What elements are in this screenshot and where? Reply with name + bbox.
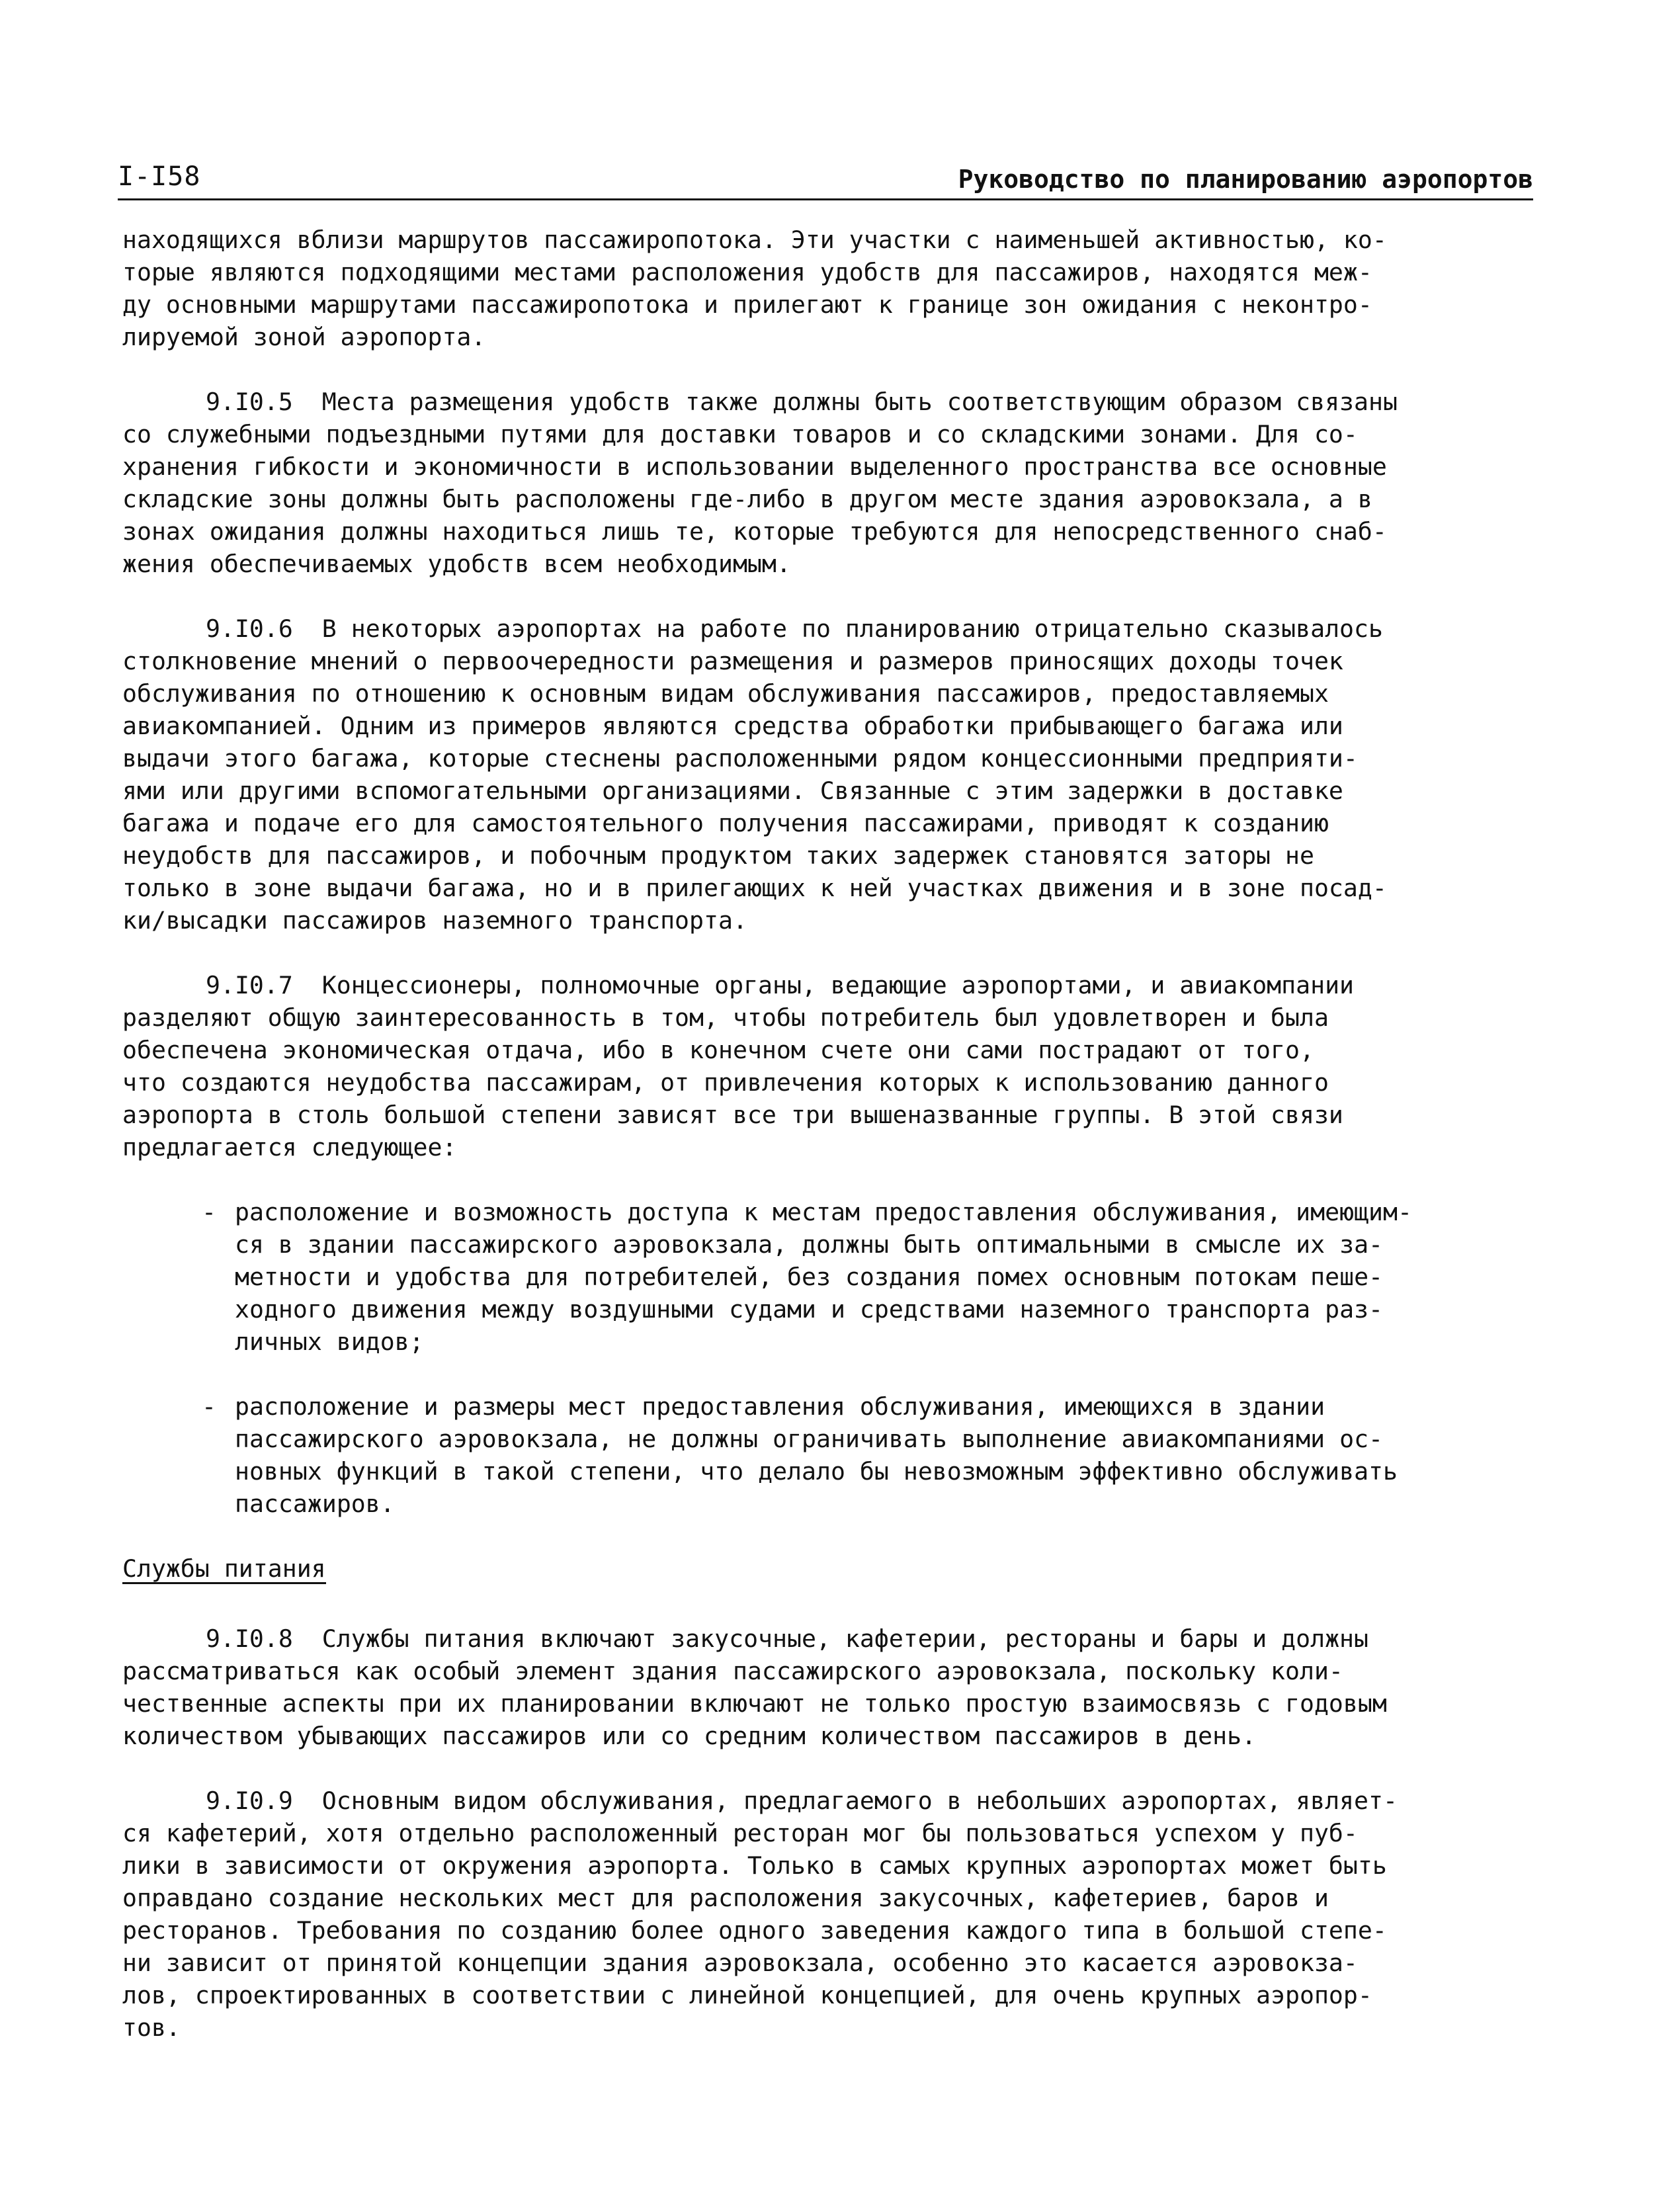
text-line: количеством убывающих пассажиров или со средним количеством пассажиров в день. [122,1722,1257,1750]
text-line: выдачи этого багажа, которые стеснены расположенными рядом концессионными предприяти- [122,744,1358,773]
text-line: ки/высадки пассажиров наземного транспорта. [122,906,747,935]
text-line: зонах ожидания должны находиться лишь те, которые требуются для непосредственного снаб- [122,517,1387,546]
text-line: расположение и размеры мест предоставления обслуживания, имеющихся в здании [235,1392,1325,1421]
list-item [122,1390,1525,1520]
paragraph-9-10-6 [122,612,1525,937]
text-line: тов. [122,2013,181,2042]
text-line: ресторанов. Требования по созданию более одного заведения каждого типа в большой степе- [122,1916,1387,1945]
text-line: предлагается следующее: [122,1133,457,1161]
text-line: метности и удобства для потребителей, без создания помех основным потокам пеше- [235,1263,1384,1291]
text-line: обслуживания по отношению к основным видам обслуживания пассажиров, предоставляемых [122,679,1329,708]
text-line: торые являются подходящими местами расположения удобств для пассажиров, находятся меж- [122,258,1372,286]
section-heading: Службы питания [122,1554,326,1583]
text-line: рассматриваться как особый элемент здания пассажирского аэровокзала, поскольку коли- [122,1657,1343,1685]
page-number: I-I58 [118,161,201,192]
text-line: обеспечена экономическая отдача, ибо в конечном счете они сами пострадают от того, [122,1036,1314,1064]
document-body [122,224,1525,2076]
text-line: 9.I0.9 Основным видом обслуживания, предлагаемого в небольших аэропортах, являет- [206,1787,1398,1815]
text-line: что создаются неудобства пассажирам, от привлечения которых к использованию данного [122,1068,1329,1097]
text-line: пассажиров. [235,1490,395,1518]
text-line: ями или другими вспомогательными организациями. Связанные с этим задержки в доставке [122,777,1343,805]
text-line: чественные аспекты при их планировании включают не только простую взаимосвязь с годовым [122,1689,1387,1718]
text-line: неудобств для пассажиров, и побочным продуктом таких задержек становятся заторы не [122,841,1314,870]
text-line: 9.I0.5 Места размещения удобств также должны быть соответствующим образом связаны [206,388,1398,416]
text-line: ся кафетерий, хотя отдельно расположенный ресторан мог бы пользоваться успехом у пуб- [122,1819,1358,1847]
text-line: разделяют общую заинтересованность в том, чтобы потребитель был удовлетворен и была [122,1003,1329,1032]
list-bullet-dash: - [202,1198,216,1226]
text-line: аэропорта в столь большой степени зависят все три вышеназванные группы. В этой связи [122,1101,1343,1129]
paragraph-9-10-9 [122,1785,1525,2044]
text-line: 9.I0.8 Службы питания включают закусочные, кафетерии, рестораны и бары и должны [206,1624,1368,1653]
text-line: столкновение мнений о первоочередности размещения и размеров приносящих доходы точек [122,647,1343,675]
text-line: со служебными подъездными путями для доставки товаров и со складскими зонами. Для со- [122,420,1358,448]
text-line: только в зоне выдачи багажа, но и в прилегающих к ней участках движения и в зоне посад- [122,874,1387,902]
paragraph-9-10-5 [122,386,1525,580]
text-line: находящихся вблизи маршрутов пассажиропотока. Эти участки с наименьшей активностью, ко- [122,226,1387,254]
text-line: 9.I0.6 В некоторых аэропортах на работе по планированию отрицательно сказывалось [206,614,1383,643]
text-line: багажа и подаче его для самостоятельного получения пассажирами, приводят к созданию [122,809,1329,837]
running-title: Руководство по планированию аэропортов [958,165,1533,194]
text-line: лов, спроектированных в соответствии с линейной концепцией, для очень крупных аэропор- [122,1981,1372,2009]
text-line: новных функций в такой степени, что делало бы невозможным эффективно обслуживать [235,1457,1398,1486]
paragraph-9-10-8 [122,1622,1525,1752]
section-heading-wrapper [122,1552,1525,1622]
text-line: ся в здании пассажирского аэровокзала, должны быть оптимальными в смысле их за- [235,1230,1384,1259]
text-line: жения обеспечиваемых удобств всем необходимым. [122,550,791,578]
text-line: 9.I0.7 Концессионеры, полномочные органы, ведающие аэропортами, и авиакомпании [206,971,1355,999]
text-line: ду основными маршрутами пассажиропотока и прилегают к границе зон ожидания с неконтро- [122,290,1372,319]
text-line: лируемой зоной аэропорта. [122,323,486,351]
list-item [122,1196,1525,1358]
text-line: ходного движения между воздушными судами и средствами наземного транспорта раз- [235,1295,1384,1324]
text-line: лики в зависимости от окружения аэропорта. Только в самых крупных аэропортах может быть [122,1851,1387,1880]
list-bullet-dash: - [202,1392,216,1421]
paragraph-continuation [122,224,1525,353]
text-line: авиакомпанией. Одним из примеров являются средства обработки прибывающего багажа или [122,712,1343,740]
text-line: расположение и возможность доступа к местам предоставления обслуживания, имеющим- [235,1198,1412,1226]
text-line: складские зоны должны быть расположены где-либо в другом месте здания аэровокзала, а в [122,485,1372,513]
text-line: личных видов; [235,1327,424,1356]
text-line: оправдано создание нескольких мест для расположения закусочных, кафетериев, баров и [122,1884,1329,1912]
page-header [118,157,1533,200]
text-line: ни зависит от принятой концепции здания аэровокзала, особенно это касается аэровокза- [122,1949,1358,1977]
paragraph-9-10-7 [122,969,1525,1163]
text-line: хранения гибкости и экономичности в использовании выделенного пространства все основные [122,452,1387,481]
text-line: пассажирского аэровокзала, не должны ограничивать выполнение авиакомпаниями ос- [235,1425,1384,1453]
